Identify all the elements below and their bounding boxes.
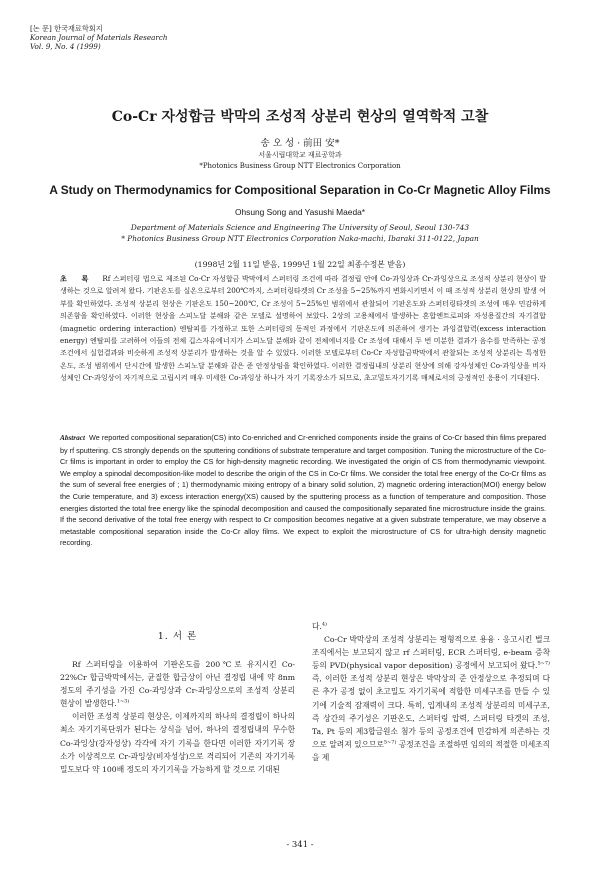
paragraph [60, 658, 295, 710]
abstract-en-text: We reported compositional separation(CS) into Co-enriched and Cr-enriched components inside the grains of Co-Cr based thin films prepared by rf sputtering. CS strongly depends on the sputtering conditions of substrate temperature and target composition. Tuning the microstructure of the Co-Cr films is important in order to employ the CS for high-density magnetic recording. We investigated the origin of CS from thermodynamic viewpoint. We employ a spinodal decomposition-like model to describe the origin of the CS in Co-Cr films. We consider the total free energy of the Co-Cr films as the sum of several free energies of ; 1) thermodynamic mixing entropy of a binary solid solution, 2) magnetic ordering interaction(MOI) energy below the Curie temperature, and 3) excess interaction energy(XS) caused by the sputtering process as a function of temperature and composition. Those energies distorted the total free energy like the spinodal decomposition and caused the compositionally separated fine microstructure inside the grains. If the second derivative of the total free energy with respect to Cr composition becomes negative at a given substrate temperature, we may observe a metastable compositional separation inside the Co-Cr alloy films. We expect to exploit the microstructure of CS for ultra-high density magnetic recording. [60, 433, 547, 548]
abstract-en [60, 432, 546, 549]
affiliation-en-line2: * Photonics Business Group NTT Electronics Corporation Naka-machi, Ibaraki 311-0122, Japan [121, 234, 479, 243]
page-number: - 341 - [286, 840, 314, 850]
received-date: (1998년 2월 11일 받음, 1999년 1월 22일 최종수정본 받음) [194, 260, 406, 269]
paragraph [312, 633, 550, 764]
reference-mark: 1~3) [116, 698, 130, 705]
column-left [60, 658, 295, 776]
paragraph-text: Co-Cr 박막상의 조성적 상분리는 평형적으로 용융 · 응고시킨 벌크 조직에서는 보고되지 않고 rf 스퍼터링, ECR 스퍼터링, e-beam 증착 등의 PVD(physical vapor deposition) 공정에서 보고되어 왔다. [312, 635, 550, 671]
abstract-en-label: Abstract [60, 434, 85, 442]
journal-name-en: Korean Journal of Materials Research [30, 33, 168, 42]
affiliation-en [0, 222, 600, 244]
paragraph-text: 다. [312, 622, 322, 631]
authors-en: Ohsung Song and Yasushi Maeda* [234, 207, 366, 217]
column-right [312, 620, 550, 764]
authors-ko: 송 오 성 · 前田 安* [260, 138, 340, 149]
paper-title-ko: Co-Cr 자성합금 박막의 조성적 상분리 현상의 열역학적 고찰 [111, 109, 489, 125]
reference-mark: 5~7) [383, 739, 397, 746]
affiliation-ko-line2: *Photonics Business Group NTT Electronics Corporation [199, 162, 401, 170]
reference-mark: 5~7) [537, 660, 550, 667]
affiliation-ko [0, 150, 600, 172]
affiliation-en-line1: Department of Materials Science and Engineering The University of Seoul, Seoul 130-743 [130, 223, 470, 232]
section-heading-introduction: 1. 서 론 [157, 631, 198, 642]
abstract-ko-label: 초 록 [60, 274, 95, 283]
abstract-ko-text: Rf 스퍼터링 법으로 제조된 Co-Cr 자성합금 박막에서 스퍼터링 조건에 따라 결정립 안에 Co-과잉상과 Cr-과잉상으로 조성적 상분리 현상이 발생하는 것으로 알려져 왔다. 기판온도를 실온으로부터 200℃까지, 스퍼터링타겟의 Cr 조성을 5~25%까지 변화시키면서 이 때 조성적 상분리 현상의 발생 여부를 확인하였다. 조성적 상분리 현상은 기판온도 150~200℃, Cr 조성이 5~25%인 범위에서 관찰되어 기판온도와 스퍼터링타겟의 조성에 매우 민감하게 의존함을 확인하였다. 이러한 현상을 스피노달 분해와 같은 모델로 설명하여 보았다. 2상의 고용체에서 발생하는 혼합엔트로피와 자성용질간의 자기결합 (magnetic ordering interaction) 엔탈피를 가정하고 또한 스퍼터링의 동적인 과정에서 기판온도에 의존하여 생기는 과잉결합력(excess interaction energy) 엔탈피를 고려하여 이들의 전체 깁스자유에너지가 스피노달 분해와 같이 전체에너지를 Cr 조성에 대해서 두 번 미분한 결과가 음수를 만족하는 공정조건에서 실험결과와 비슷하게 조성적 상분리가 발생하는 것을 알 수 있었다. 이러한 모델로부터 Co-Cr 자성합금박막에서 관찰되는 조성적 상분리는 특정한 온도, 조성 범위에서 단시간에 발생한 스피노달 분해와 같은 준 안정상임을 확인하였다. 이러한 결정립내의 상분리 현상에 의해 강자성체인 Co-과잉상을 비자성체인 Cr-과잉상이 자기적으로 고립시켜 매우 미세한 Co-과잉상 하나가 자기 기록장소가 되므로, 초고밀도자기기록 매체로서의 긍정적인 응용이 기대된다. [60, 274, 546, 383]
paper-title-en: A Study on Thermodynamics for Compositional Separation in Co-Cr Magnetic Alloy Films [49, 183, 551, 197]
paragraph [312, 620, 550, 633]
paragraph-text: 공정조건을 조절하면 임의의 적절한 미세조직을 제 [312, 739, 550, 762]
reference-mark: 4) [321, 621, 328, 628]
abstract-ko [60, 273, 546, 385]
paragraph-text: 즉, 이러한 조성적 상분리 현상은 박막상의 준 안정상으로 추정되며 다른 추가 공정 없이 초고밀도 자기기록에 적합한 미세구조를 만들 수 있기에 기술적 잠재력이 크다. 특히, 입계내의 조성적 상분리의 미세구조, 즉 상간의 주기성은 기판온도, 스퍼터링 압력, 스퍼터링 타겟의 조성, Ta, Pt 등의 제3합금원소 첨가 등의 공정조건에 민감하게 의존하는 것으로 알려져 있으므로 [312, 674, 550, 749]
journal-volume: Vol. 9, No. 4 (1999) [30, 42, 101, 51]
paragraph-text: Rf 스퍼터링을 이용하여 기판온도를 200℃로 유지시킨 Co-22%Cr 합금박막에서는, 균질한 합금상이 아닌 결정립 내에 약 8nm 정도의 주기성을 가진 Co-과잉상과 Cr-과잉상으로의 조성적 상분리 현상이 발생한다. [60, 660, 295, 709]
paragraph [60, 710, 295, 775]
journal-header [30, 24, 168, 51]
paragraph-text: 이러한 조성적 상분리 현상은, 이제까지의 하나의 결정립이 하나의 최소 자기기록단위가 된다는 상식을 넘어, 하나의 결정립내의 무수한 Co-과잉상(강자성상) 각각에 자기 기록을 한다면 이러한 자기기록 장소가 이상적으로 Cr-과잉상(비자성상)으로 격리되어 기존의 자기기록 밀도보다 약 100배 정도의 자기기록을 가능하게 할 것으로 기대된 [60, 712, 295, 774]
journal-name-ko: [논 문] 한국재료학회지 [30, 24, 103, 33]
affiliation-ko-line1: 서울시립대학교 재료공학과 [258, 151, 342, 159]
